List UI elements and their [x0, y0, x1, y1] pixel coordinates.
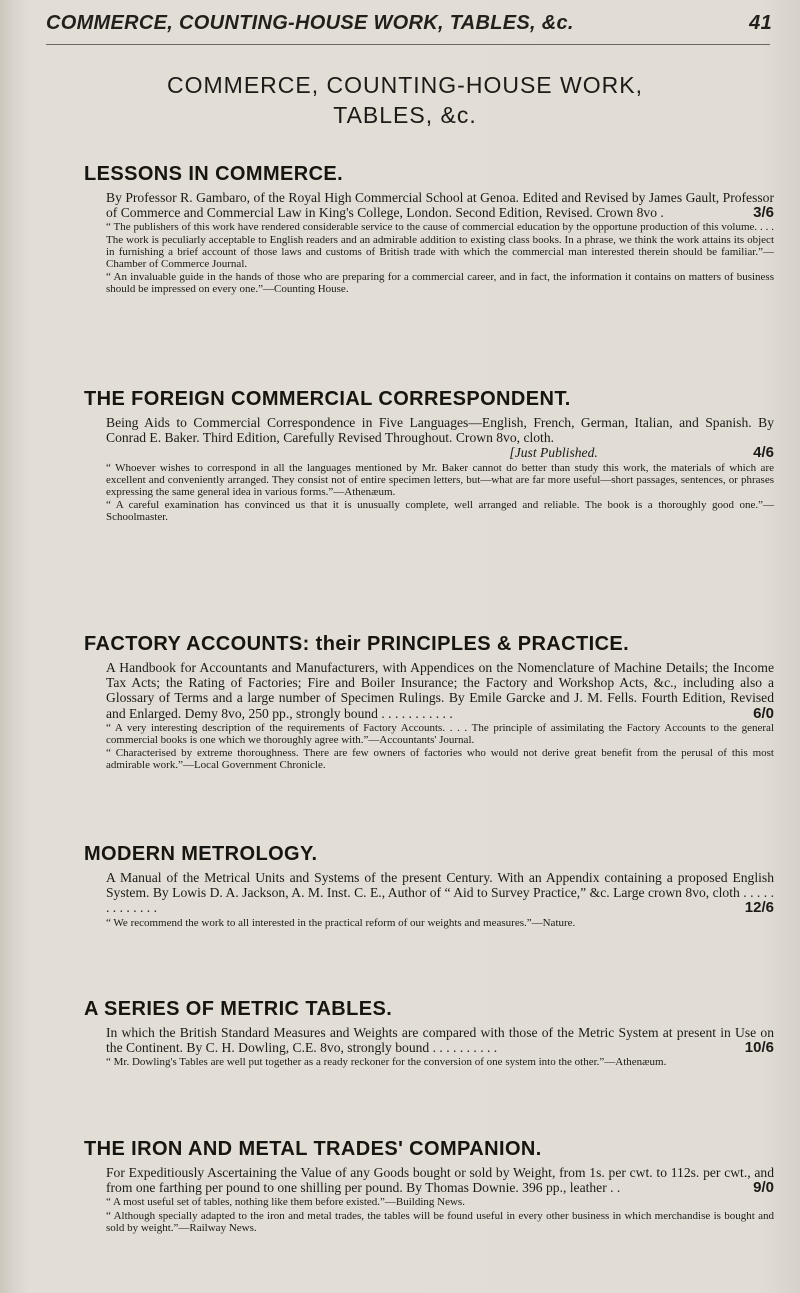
price: 10/6 — [744, 1039, 774, 1057]
review-text: “ We recommend the work to all interested in the practical reform of our weights and measures.”—Nature. — [106, 916, 576, 929]
entry-description — [84, 660, 774, 721]
description-text: Being Aids to Commercial Correspondence in Five Languages—English, French, German, Italian, and Spanish. By Conrad E. Baker. Third Edition, Carefully Revised Throughout. Crown 8vo, cloth. — [106, 415, 774, 446]
entry-foreign-commercial-correspondent — [84, 388, 774, 523]
entry-metric-tables — [84, 998, 774, 1069]
entry-heading: THE IRON AND METAL TRADES' COMPANION. — [84, 1138, 542, 1160]
page-title-line-1: COMMERCE, COUNTING-HOUSE WORK, — [167, 72, 643, 98]
entry-factory-accounts — [84, 633, 774, 771]
description-text: By Professor R. Gambaro, of the Royal High Commercial School at Genoa. Edited and Revised by James Gault, Professor of Commerce and Commercial Law in King's College, London. Second Edition, Revised. Crown 8vo . — [106, 190, 774, 221]
entry-lessons-in-commerce — [84, 163, 774, 295]
entry-heading: MODERN METROLOGY. — [84, 843, 318, 865]
review-text: “ Mr. Dowling's Tables are well put together as a ready reckoner for the conversion of one system into the other.”—Athenæum. — [106, 1056, 667, 1069]
page-title — [40, 70, 770, 130]
review-text: “ An invaluable guide in the hands of those who are preparing for a commercial career, and in fact, the information it contains on matters of business should be impressed on every one.”—Counting House. — [106, 270, 774, 295]
price: 6/0 — [753, 704, 774, 722]
review — [84, 1210, 774, 1234]
review — [84, 499, 774, 523]
running-title: COMMERCE, COUNTING-HOUSE WORK, TABLES, &c. — [46, 12, 574, 34]
review — [84, 221, 774, 269]
description-text: A Handbook for Accountants and Manufacturers, with Appendices on the Nomenclature of Machine Details; the Income Tax Acts; the Rating of Factories; Fire and Boiler Insurance; the Factory and Workshop Acts, &c., including also a Glossary of Terms and a large number of Specimen Rulings. By Emile Garcke and J. M. Fells. Fourth Edition, Revised and Enlarged. Demy 8vo, 250 pp., strongly bound . . . . . . . . . . . — [106, 660, 774, 721]
header-rule — [46, 44, 770, 45]
description-text: For Expeditiously Ascertaining the Value of any Goods bought or sold by Weight, from 1s. per cwt. to 112s. per cwt., and from one farthing per pound to one shilling per pound. By Thomas Downie. 396 pp., leather . . — [106, 1165, 774, 1196]
entry-description — [84, 190, 774, 220]
description-text: A Manual of the Metrical Units and Systems of the present Century. With an Appendix containing a proposed English System. By Lowis D. A. Jackson, A. M. Inst. C. E., Author of “ Aid to Survey Practice,” &c. Large crown 8vo, cloth . . . . . . . . . . . . . — [106, 870, 774, 916]
price: 3/6 — [753, 204, 774, 222]
publication-note: [Just Published. — [509, 445, 598, 461]
price: 12/6 — [744, 899, 774, 917]
entry-heading: LESSONS IN COMMERCE. — [84, 163, 344, 185]
description-text: In which the British Standard Measures and Weights are compared with those of the Metric System at present in Use on the Continent. By C. H. Dowling, C.E. 8vo, strongly bound . . . . . . . . . . — [106, 1025, 774, 1056]
entry-heading: A SERIES OF METRIC TABLES. — [84, 998, 393, 1020]
review — [84, 271, 774, 295]
review — [84, 722, 774, 746]
price: 4/6 — [753, 444, 774, 462]
review — [84, 1196, 774, 1208]
entry-description — [84, 870, 774, 916]
entry-iron-metal-trades — [84, 1138, 774, 1234]
review-text: “ A very interesting description of the requirements of Factory Accounts. . . . The principle of assimilating the Factory Accounts to the general commercial books is one which we thoroughly agree with.”—Accountants' Journal. — [106, 721, 774, 746]
page-number: 41 — [749, 12, 772, 34]
entry-heading: THE FOREIGN COMMERCIAL CORRESPONDENT. — [84, 388, 571, 410]
review-text: “ A careful examination has convinced us that it is unusually complete, well arranged and reliable. The book is a thoroughly good one.”—Schoolmaster. — [106, 498, 774, 523]
review-text: “ Although specially adapted to the iron and metal trades, the tables will be found useful in every other business in which merchandise is bought and sold by weight.”—Railway News. — [106, 1209, 774, 1234]
review — [84, 1056, 774, 1068]
page-title-line-2: TABLES, &c. — [333, 102, 477, 128]
price: 9/0 — [753, 1179, 774, 1197]
review-text: “ A most useful set of tables, nothing like them before existed.”—Building News. — [106, 1196, 465, 1209]
review-text: “ The publishers of this work have rendered considerable service to the cause of commercial education by the opportune production of this volume. . . . The work is peculiarly acceptable to English readers and an admirable addition to existing class books. In a phrase, we think the work attains its object in furnishing a brief account of those laws and customs of British trade with which the commercial man interested therein should be familiar.”—Chamber of Commerce Journal. — [106, 221, 774, 270]
review — [84, 747, 774, 771]
entry-description — [84, 1165, 774, 1195]
entry-modern-metrology — [84, 843, 774, 929]
entry-description — [84, 1025, 774, 1055]
review — [84, 917, 774, 929]
review-text: “ Whoever wishes to correspond in all the languages mentioned by Mr. Baker cannot do better than study this work, the materials of which are excellent and conveniently arranged. They consist not of entire specimen letters, but—what are far more useful—short passages, sentences, or phrases expressing the same general idea in various forms.”—Athenæum. — [106, 461, 774, 498]
entry-heading: FACTORY ACCOUNTS: their PRINCIPLES & PRACTICE. — [84, 633, 630, 655]
entry-description — [84, 415, 774, 461]
review-text: “ Characterised by extreme thoroughness. There are few owners of factories who would not derive great benefit from the perusal of this most admirable work.”—Local Government Chronicle. — [106, 747, 774, 772]
running-head — [46, 12, 772, 35]
review — [84, 462, 774, 498]
